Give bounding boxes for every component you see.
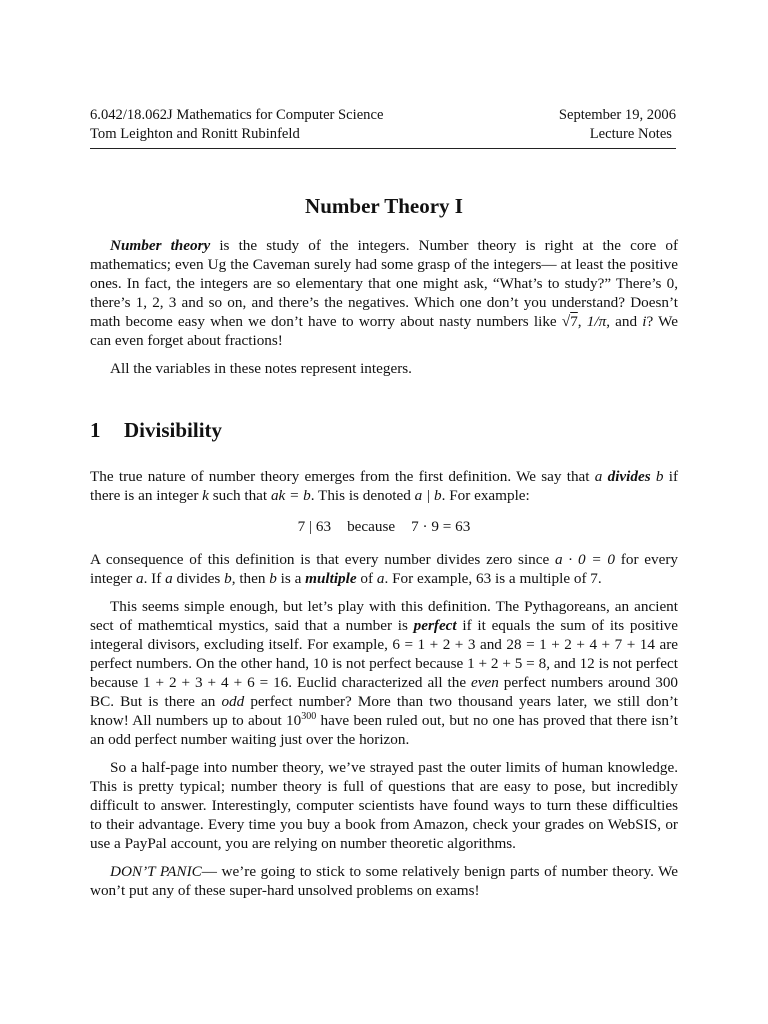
section-number: 1 xyxy=(90,418,101,442)
sqrt-sign: √ xyxy=(561,313,571,330)
reciprocal-pi: 1/π xyxy=(586,313,607,330)
equation-ak-b: ak = b xyxy=(270,487,311,504)
section-title: Divisibility xyxy=(124,418,223,442)
imaginary-unit: i xyxy=(642,313,647,330)
divides-term: divides xyxy=(607,468,651,485)
page-header xyxy=(90,106,676,149)
half-page-paragraph: So a half-page into number theory, we’ve strayed past the outer limits of human knowledge. This is pretty typical; number theory is full of questions that are easy to pose, but incredibly difficult to answer. Interestingly, computer scientists have found ways to turn these difficulties to their advantage. Every time you buy a book from Amazon, check your grades on WebSIS, or use a PayPal account, you are relying on number theoretic algorithms. xyxy=(90,759,678,852)
number-theory-term: Number theory xyxy=(110,237,211,254)
perfect-term: perfect xyxy=(413,617,457,634)
divisibility-section xyxy=(90,467,678,909)
page-title: Number Theory I xyxy=(305,194,463,218)
display-equation xyxy=(90,517,678,536)
intro-paragraph: Number theory is the study of the integers. Number theory is right at the core of mathematics; even Ug the Caveman surely had some grasp of the integers— at least the positive ones. In fact, the integers are so elementary that one might ask, “What’s to study?” There’s 0, there’s 1, 2, 3 and so on, and there’s the negatives. Which one don’t you understand? Doesn’t math become easy when we don’t have to worry about nasty numbers like √7, 1/π, and i? We can even forget about fractions! xyxy=(90,237,679,349)
lecture-date: September 19, 2006 xyxy=(558,107,676,123)
display-right: 7 · 9 = 63 xyxy=(411,518,471,535)
course-title: 6.042/18.062J Mathematics for Computer Science xyxy=(90,107,384,123)
header-row-2 xyxy=(90,125,676,144)
section-heading-divisibility xyxy=(90,418,222,443)
variables-note: All the variables in these notes represent integers. xyxy=(110,360,412,377)
perfect-numbers-paragraph: This seems simple enough, but let’s play with this definition. The Pythagoreans, an ancient sect of mathemtical mystics, said that a number is perfect if it equals the sum of its positive integeral divisors, excluding itself. For example, 6 = 1 + 2 + 3 and 28 = 1 + 2 + 4 + 7 + 14 are perfect numbers. On the other hand, 10 is not perfect because 1 + 2 + 5 = 8, and 12 is not perfect because 1 + 2 + 3 + 4 + 6 = 16. Euclid characterized all the even perfect numbers around 300 BC. But is there an odd perfect number? More than two thousand years later, we still don’t know! All numbers up to about $10^{300}$ have been ruled out, but no one has proved that there isn’t an odd perfect number waiting just over the horizon. xyxy=(90,598,679,748)
display-left: 7 | 63 xyxy=(297,518,332,535)
divides-notation: a | b xyxy=(414,487,442,504)
intro-section xyxy=(90,236,678,387)
definition-paragraph: The true nature of number theory emerges from the first definition. We say that a divides b if there is an integer k such that ak = b. This is denoted a | b. For example: xyxy=(90,468,679,504)
authors: Tom Leighton and Ronitt Rubinfeld xyxy=(90,126,300,142)
dont-panic-paragraph: DON’T PANIC— we’re going to stick to some relatively benign parts of number theory. We won’t put any of these super-hard unsolved problems on exams! xyxy=(90,863,678,899)
display-because: because xyxy=(347,518,396,535)
doc-type: Lecture Notes xyxy=(589,126,672,142)
header-row-1 xyxy=(90,106,676,125)
dont-panic-term: DON’T PANIC xyxy=(110,863,202,880)
sqrt-argument: 7 xyxy=(570,313,578,330)
consequence-paragraph: A consequence of this definition is that every number divides zero since a · 0 = 0 for every integer a. If a divides b, then b is a multiple of a. For example, 63 is a multiple of 7. xyxy=(90,551,679,587)
multiple-term: multiple xyxy=(305,570,357,587)
